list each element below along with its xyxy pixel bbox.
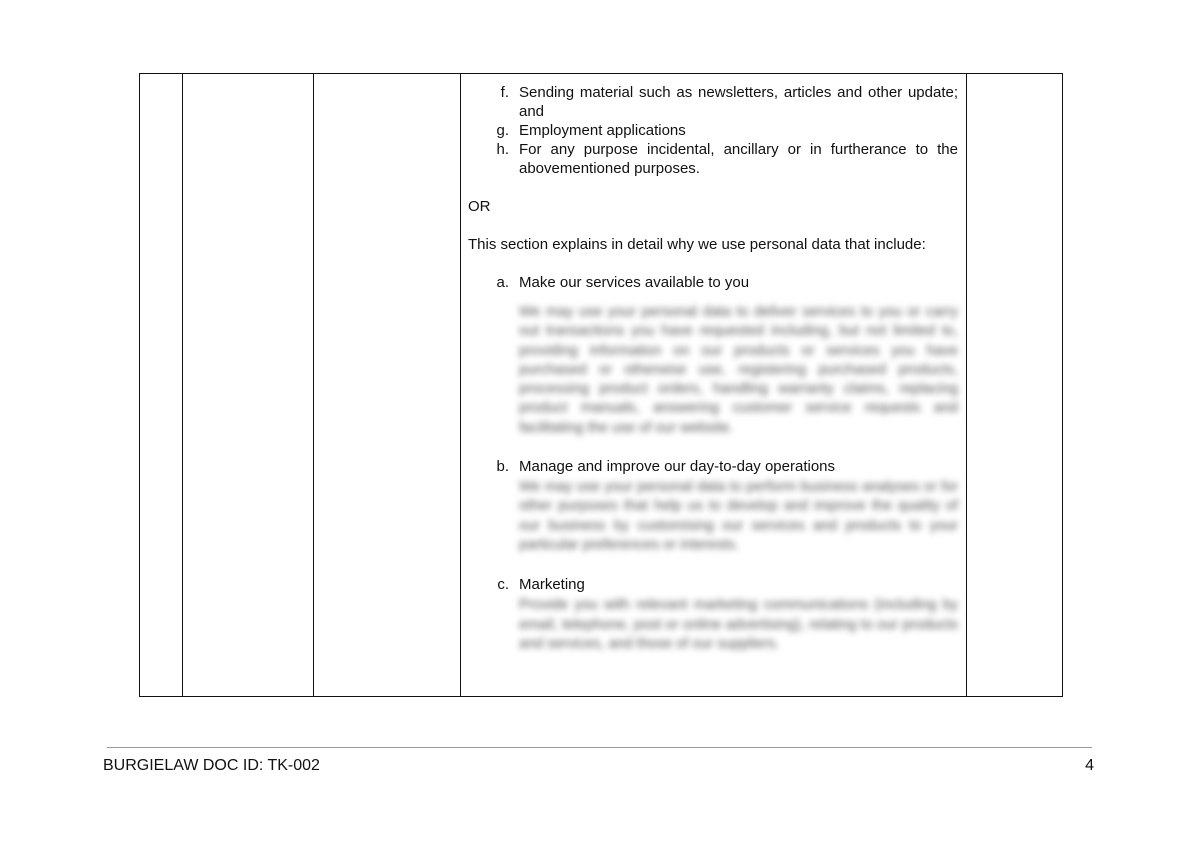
footer-doc-id: BURGIELAW DOC ID: TK-002 (103, 757, 320, 774)
list-item (468, 83, 958, 121)
section-heading-services (468, 273, 958, 292)
list-marker: f. (500, 84, 509, 101)
page-number: 4 (1085, 757, 1094, 774)
list-marker: h. (496, 141, 509, 158)
redacted-paragraph: Provide you with relevant marketing communications (including by email, telephone, post or online advertising), relating to our products and services, and those of our suppliers. (519, 597, 958, 652)
list-item (468, 121, 958, 140)
list-item-text: Employment applications (519, 122, 686, 139)
section-marker: c. (497, 576, 509, 594)
list-item-text: For any purpose incidental, ancillary or in furtherance to the abovementioned purposes. (519, 141, 958, 177)
document-table (139, 73, 1063, 697)
or-text: OR (468, 198, 491, 215)
table-cell-content (461, 74, 967, 697)
list-item (468, 140, 958, 178)
section-heading-operations (468, 457, 958, 476)
intro-paragraph: This section explains in detail why we use personal data that include: (468, 236, 926, 253)
section-title: Marketing (519, 576, 585, 594)
list-item-text: Sending material such as newsletters, articles and other update; and (519, 84, 958, 120)
table-cell-1 (140, 74, 183, 697)
table-cell-3 (314, 74, 461, 697)
section-heading-marketing (468, 575, 958, 594)
redacted-paragraph: We may use your personal data to deliver services to you or carry out transactions you have requested including, but not limited to, providing information on our products or services you have purchased or otherwise use, registering purchased products, processing product orders, handling warranty claims, replacing product manuals, answering customer service requests and facilitating the use of our website. (519, 304, 958, 436)
redacted-paragraph: We may use your personal data to perform business analyses or for other purposes that help us to develop and improve the quality of our business by customising our services and products to your particular preferences or interests. (519, 479, 958, 553)
section-marker: b. (496, 458, 509, 476)
section-title: Make our services available to you (519, 274, 750, 291)
table-row (140, 74, 1063, 697)
footer-divider (107, 747, 1092, 748)
section-marker: a. (496, 274, 509, 291)
list-marker: g. (496, 122, 509, 139)
table-cell-2 (183, 74, 314, 697)
table-cell-5 (967, 74, 1063, 697)
section-title: Manage and improve our day-to-day operations (519, 458, 836, 476)
